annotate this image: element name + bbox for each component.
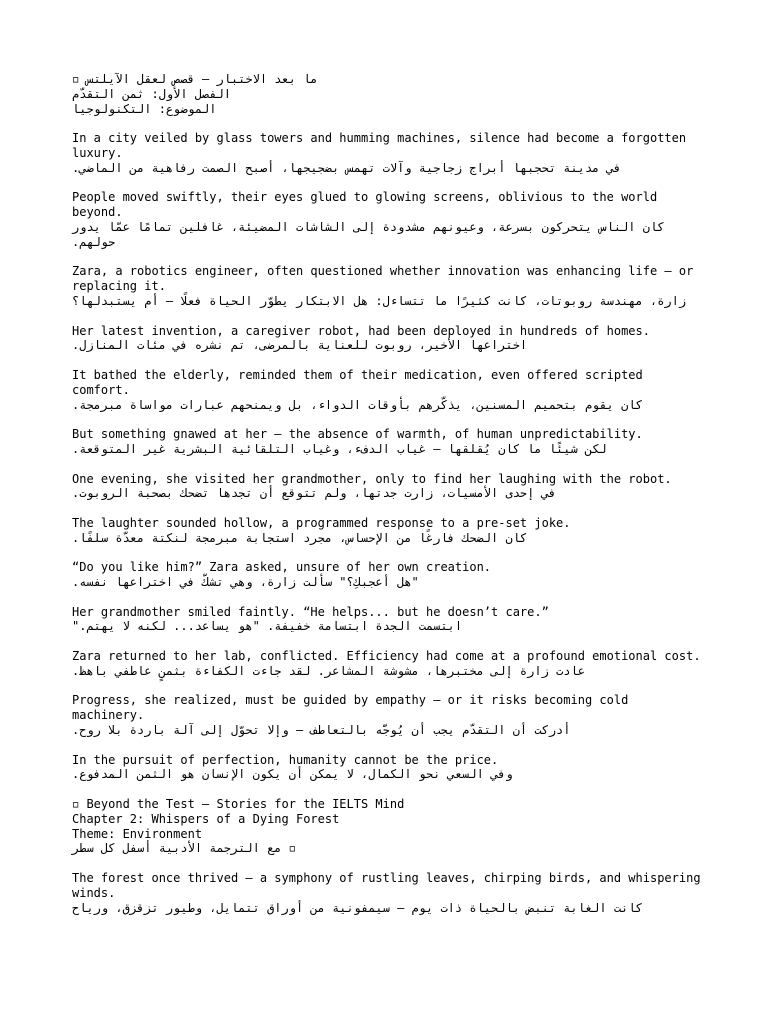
document-body [64,72,708,930]
paragraph [72,368,702,412]
book-title-arabic: ما بعد الاختبار – قصص لعقل الآيلتس ◽ [72,72,318,86]
theme-english: Theme: Environment [72,826,203,841]
english-line: Progress, she realized, must be guided by empathy — or it risks becoming cold machinery. [72,693,636,723]
english-line: Zara, a robotics engineer, often questioned whether innovation was enhancing life — or replacing it. [72,264,701,294]
english-line: “Do you like him?” Zara asked, unsure of her own creation. [72,560,492,575]
english-line: Her grandmother smiled faintly. “He helps... but he doesn’t care.” [72,604,549,619]
theme-arabic: الموضوع: التكنولوجيا [72,101,217,116]
paragraph [72,560,702,590]
chapter-title-arabic: الفصل الأول: ثمن التقدّم [72,86,231,101]
paragraph [72,131,702,175]
arabic-line: كان يقوم بتحميم المسنين، يذكّرهم بأوقات الدواء، بل ويمنحهم عبارات مواساة مبرمجة. [72,397,643,412]
english-line: In the pursuit of perfection, humanity cannot be the price. [72,752,499,767]
paragraph [72,605,702,635]
arabic-line: كان الناس يتحركون بسرعة، وعيونهم مشدودة إلى الشاشات المضيئة، غافلين تمامًا عمّا يدور حولهم. [64,219,665,249]
english-line: Zara returned to her lab, conflicted. Efficiency had come at a profound emotional cost. [72,649,701,664]
paragraph [72,264,702,308]
arabic-line: اختراعها الأخير، روبوت للعناية بالمرضى، تم نشره في مئات المنازل. [72,338,528,353]
english-line: The laughter sounded hollow, a programmed response to a pre-set joke. [72,515,571,530]
arabic-line: كانت الغابة تنبض بالحياة ذات يوم — سيمفونية من أوراق تتمايل، وطيور تزقزق، ورياح [72,900,643,915]
translation-note-arabic: ◽ مع الترجمة الأدبية أسفل كل سطر [72,841,296,856]
english-line: The forest once thrived — a symphony of rustling leaves, chirping birds, and whispering winds. [72,871,708,900]
paragraph [72,427,702,457]
arabic-line: أدركت أن التقدّم يجب أن يُوجَّه بالتعاطف — وإلا تحوّل إلى آلة باردة بلا روح. [72,723,571,738]
paragraph [72,693,702,737]
arabic-line: لكن شيئًا ما كان يُقلقها — غياب الدفء، وغياب التلقائية البشرية غير المتوقعة. [72,441,607,456]
paragraph [72,753,702,783]
english-line: People moved swiftly, their eyes glued to glowing screens, oblivious to the world beyond. [72,190,665,220]
arabic-line: كان الضحك فارغًا من الإحساس، مجرد استجابة مبرمجة لنكتة معدّة سلفًا. [72,530,528,545]
arabic-line: ابتسمت الجدة ابتسامة خفيفة. "هو يساعد... لكنه لا يهتم." [72,619,463,634]
chapter-title-english: Chapter 2: Whispers of a Dying Forest [72,811,340,826]
chapter2-header [72,797,702,856]
paragraph [72,871,708,915]
english-line: It bathed the elderly, reminded them of their medication, even offered scripted comfort. [72,367,650,397]
paragraph [72,649,702,679]
chapter1-header [72,72,702,116]
paragraph [64,190,702,249]
paragraph [72,472,702,502]
english-line: In a city veiled by glass towers and humming machines, silence had become a forgotten luxury. [72,131,694,160]
arabic-line: وفي السعي نحو الكمال، لا يمكن أن يكون الإنسان هو الثمن المدفوع. [72,767,513,782]
book-title-english: ◽ Beyond the Test – Stories for the IELTS Mind [72,797,405,812]
arabic-line: عادت زارة إلى مختبرها، مشوشة المشاعر. لقد جاءت الكفاءة بثمنٍ عاطفي باهظ. [72,663,585,678]
english-line: One evening, she visited her grandmother, only to find her laughing with the robot. [72,471,672,486]
paragraph [72,516,702,546]
arabic-line: زارة، مهندسة روبوتات، كانت كثيرًا ما تتساءل: هل الابتكار يطوّر الحياة فعلًا — أم يستبدلها؟ [72,293,687,308]
arabic-line: في إحدى الأمسيات، زارت جدتها، ولم تتوقع أن تجدها تضحك بصحبة الروبوت. [72,486,557,501]
arabic-line: في مدينة تحجبها أبراج زجاجية وآلات تهمس بضجيجها، أصبح الصمت رفاهية من الماضي. [72,160,622,175]
english-line: But something gnawed at her — the absence of warmth, of human unpredictability. [72,427,643,442]
paragraph [72,324,702,354]
arabic-line: "هل أعجبكِ؟" سألت زارة، وهي تشكّ في اختراعها نفسه. [72,575,419,590]
english-line: Her latest invention, a caregiver robot, had been deployed in hundreds of homes. [72,323,650,338]
